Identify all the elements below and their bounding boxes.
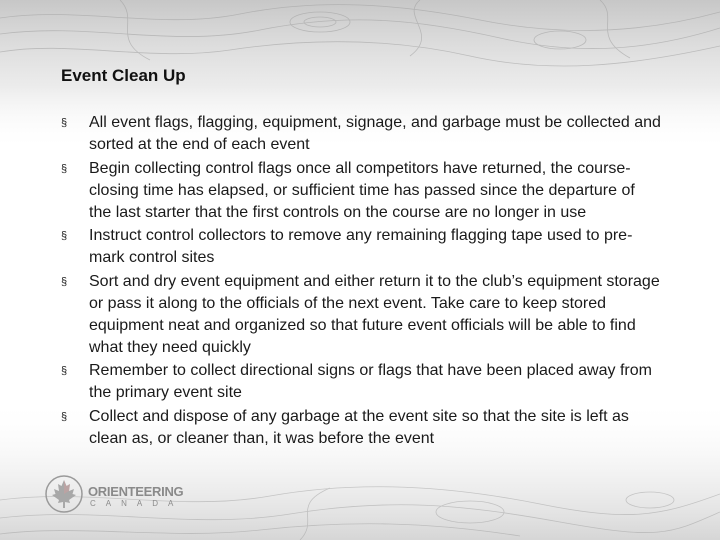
bullet-marker: §	[61, 275, 68, 288]
bullet-text: Instruct control collectors to remove any remaining flagging tape used to pre-mark control sites	[89, 227, 633, 266]
bullet-marker: §	[61, 117, 68, 129]
bullet-marker: §	[61, 162, 68, 175]
bullet-text: Collect and dispose of any garbage at the event site so that the site is left as clean as, or cleaner than, it was before the event	[89, 407, 629, 447]
bullet-text: Remember to collect directional signs or flags that have been placed away from the primary event site	[89, 362, 652, 401]
bullet-marker: §	[61, 230, 68, 242]
list-item	[61, 112, 661, 156]
bullet-marker: §	[61, 410, 68, 423]
bullet-list	[61, 112, 661, 451]
orienteering-canada-logo	[44, 474, 194, 514]
list-item	[61, 271, 661, 359]
maple-leaf-icon	[44, 474, 84, 514]
bullet-marker: §	[61, 365, 68, 377]
list-item	[61, 225, 661, 269]
logo-subtext: CANADA	[90, 499, 184, 508]
bullet-text: Sort and dry event equipment and either return it to the club’s equipment storage or pass it along to the officials of the next event. Take care to keep stored equipment neat and organized so that future event officials will be able to find what they need quickly	[89, 272, 660, 356]
logo-wordmark: ORIENTEERING	[88, 484, 184, 499]
bullet-text: All event flags, flagging, equipment, signage, and garbage must be collected and sorted at the end of each event	[89, 114, 661, 153]
bullet-text: Begin collecting control flags once all competitors have returned, the course-closing time has elapsed, or sufficient time has passed since the departure of the last starter that the first controls on the course are no longer in use	[89, 159, 635, 221]
list-item	[61, 360, 661, 404]
list-item	[61, 406, 661, 450]
list-item	[61, 158, 661, 224]
slide-title: Event Clean Up	[61, 66, 186, 85]
